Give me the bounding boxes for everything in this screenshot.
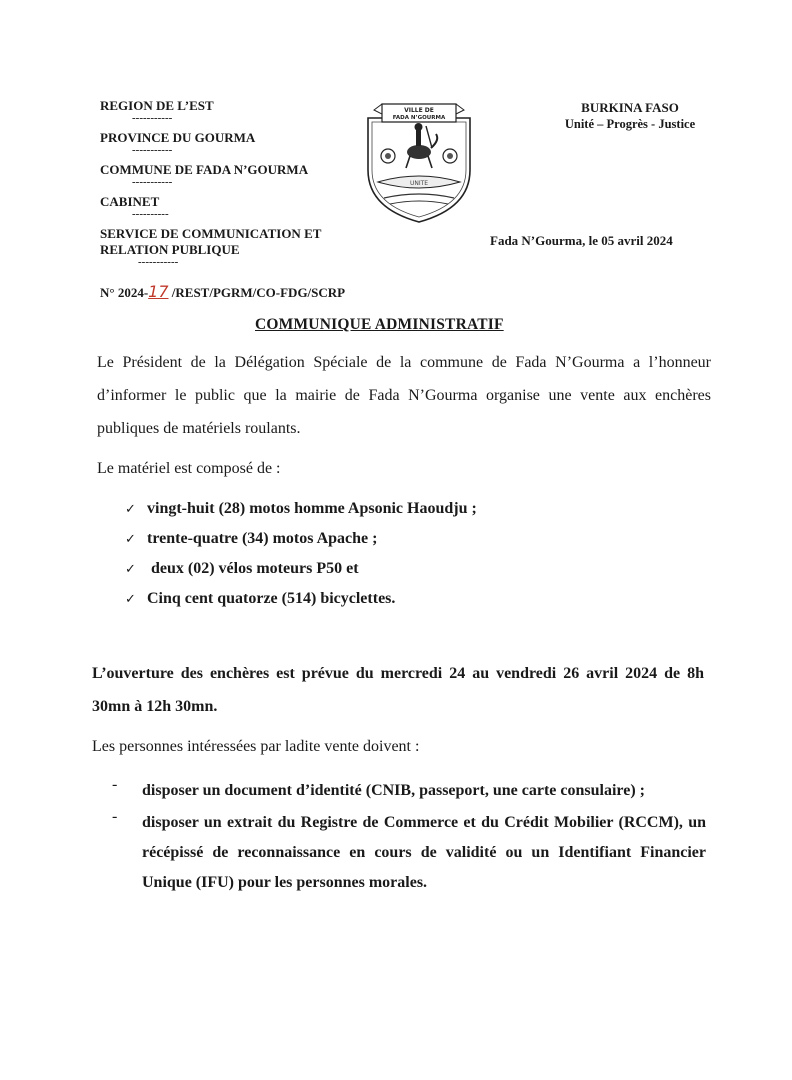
checkmark-icon: ✓	[125, 531, 136, 546]
province-label: PROVINCE DU GOURMA	[100, 130, 256, 145]
checkmark-icon: ✓	[125, 561, 136, 576]
list-item: ✓ trente-quatre (34) motos Apache ;	[125, 530, 378, 547]
dash-bullet: -	[112, 808, 118, 825]
list-item: ✓ vingt-huit (28) motos homme Apsonic Haoudju ;	[125, 500, 477, 517]
materiel-intro: Le matériel est composé de :	[97, 460, 281, 477]
header-left	[100, 98, 380, 266]
national-motto: Unité – Progrès - Justice	[564, 117, 696, 131]
emblem-banner-line1: VILLE DE	[404, 107, 434, 114]
separator: -----------	[132, 144, 173, 156]
separator: -----------	[132, 176, 173, 188]
coat-of-arms-icon	[362, 100, 476, 226]
checkmark-icon: ✓	[125, 591, 136, 606]
reference-number	[100, 284, 345, 301]
country-name: BURKINA FASO	[581, 100, 679, 115]
list-item: - disposer un extrait du Registre de Commerce et du Crédit Mobilier (RCCM), un récépissé de reconnaissance en cours de validité ou un Identifiant Financier Unique (IFU) pour les personnes morales.	[112, 808, 706, 898]
separator: -----------	[132, 112, 173, 124]
region-label: REGION DE L’EST	[100, 98, 214, 113]
materiel-list	[125, 500, 477, 620]
separator: ----------	[132, 208, 169, 220]
header-right	[540, 100, 720, 132]
list-item: ✓ Cinq cent quatorze (514) bicyclettes.	[125, 590, 396, 607]
page-title: COMMUNIQUE ADMINISTRATIF	[255, 316, 504, 333]
emblem-motto: UNITE	[409, 180, 429, 187]
service-label-line1: SERVICE DE COMMUNICATION ET	[100, 226, 322, 241]
auction-dates-paragraph: L’ouverture des enchères est prévue du mercredi 24 au vendredi 26 avril 2024 de 8h 30mn à 12h 30mn.	[92, 665, 704, 715]
reference-prefix: N° 2024-	[100, 285, 149, 300]
checkmark-icon: ✓	[125, 501, 136, 516]
separator: -----------	[138, 256, 179, 268]
service-label-line2: RELATION PUBLIQUE	[100, 242, 240, 257]
commune-label: COMMUNE DE FADA N’GOURMA	[100, 162, 309, 177]
cabinet-label: CABINET	[100, 194, 160, 209]
city-emblem	[362, 100, 476, 226]
handwritten-number: 17	[148, 282, 169, 301]
intro-paragraph: Le Président de la Délégation Spéciale de la commune de Fada N’Gourma a l’honneur d’informer le public que la mairie de Fada N’Gourma organise une vente aux enchères publiques de matériels roulants.	[97, 354, 711, 437]
place-and-date: Fada N’Gourma, le 05 avril 2024	[490, 233, 673, 248]
emblem-banner-line2: FADA N’GOURMA	[392, 115, 446, 121]
conditions-list	[112, 776, 706, 898]
list-item: - disposer un document d’identité (CNIB, passeport, une carte consulaire) ;	[112, 776, 706, 806]
dash-bullet: -	[112, 776, 118, 793]
list-item: ✓ deux (02) vélos moteurs P50 et	[125, 560, 359, 577]
reference-suffix: /REST/PGRM/CO-FDG/SCRP	[168, 285, 346, 300]
conditions-intro: Les personnes intéressées par ladite vente doivent :	[92, 738, 420, 755]
